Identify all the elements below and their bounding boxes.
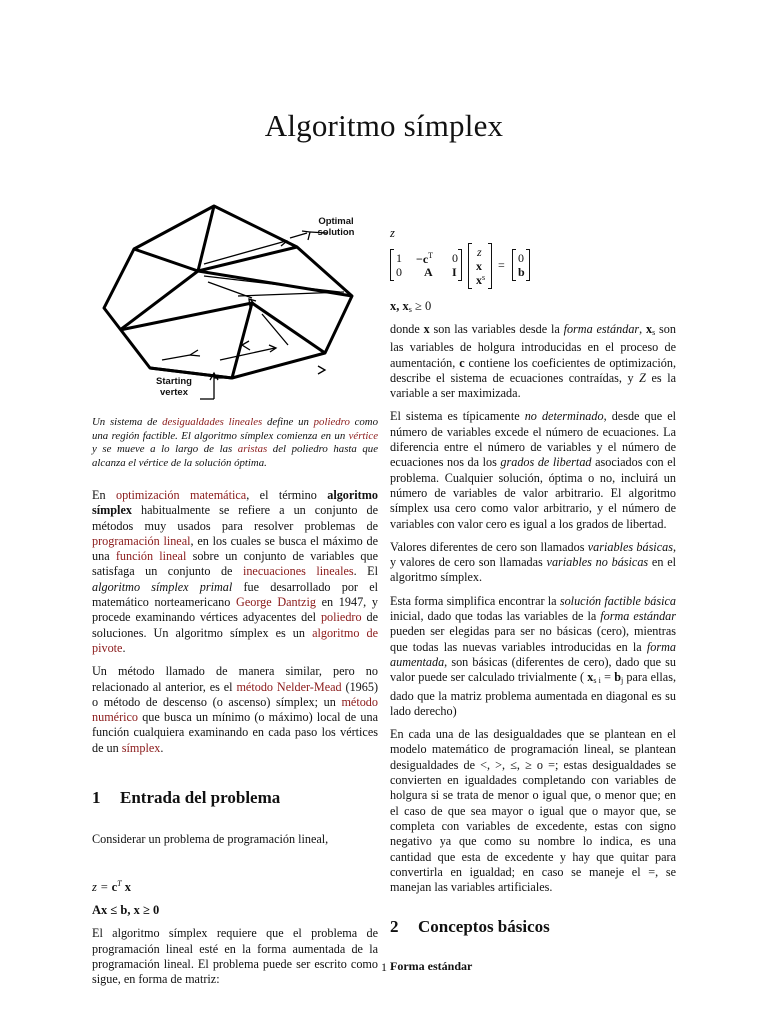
text: son las variables desde la (429, 322, 564, 336)
right-paragraph-1 (390, 322, 676, 401)
text: asociados con el problema. Cualquier solución, óptima o no, incluirá un número de variables de valor arbitrario. El algoritmo símplex usa cero como valor arbitrario, y el número de variables con valor cero es igual a los grados de libertad. (390, 455, 676, 531)
right-paragraph-4 (390, 594, 676, 719)
link-vertice[interactable]: vértice (348, 429, 378, 442)
right-paragraph-2 (390, 409, 676, 531)
text: son las variables de holgura introducidas en el proceso de aumentación, (390, 322, 676, 370)
section-1-heading (92, 788, 378, 808)
bracket (526, 249, 530, 281)
section-2-heading (390, 917, 676, 937)
constraint-equation: Ax ≤ b, x ≥ 0 (92, 903, 160, 918)
matrix-cell-text: −c (416, 252, 429, 266)
text: . (122, 640, 126, 655)
equals-sign: = (498, 258, 505, 272)
text: , y valores de cero son llamadas (390, 539, 676, 570)
text: Z (639, 370, 646, 385)
text: x (646, 322, 653, 336)
link-programacion-lineal[interactable]: programación lineal (92, 533, 191, 548)
text: para ellas, dado que la matriz problema aumentada en diagonal es su lado derecho) (390, 670, 676, 718)
text: variables básicas (587, 539, 673, 554)
right-paragraph-3 (390, 540, 676, 586)
text: , desde que el número de variables excede el número de ecuaciones. La diferencia entre el número de variables y el número de ecuaciones nos da los (390, 409, 676, 470)
caption-text: define un (262, 416, 314, 428)
text: , (639, 322, 647, 336)
text: , el término (246, 488, 328, 502)
path-arrow (220, 348, 275, 360)
text: c (459, 355, 465, 370)
intro-paragraph-1 (92, 488, 378, 656)
link-simplex[interactable]: símplex (121, 740, 161, 755)
link-poliedro[interactable]: poliedro (313, 416, 350, 428)
link-desigualdades-lineales[interactable]: desigualdades lineales (162, 416, 263, 428)
figure-caption (92, 416, 378, 470)
link-metodo-nelder-mead[interactable]: método Nelder-Mead (236, 679, 342, 694)
text: pueden ser elegidas para ser no básicas (cero), mientras que todas las nuevas variables introducidas en la (390, 624, 676, 654)
bracket (468, 243, 472, 289)
right-column (390, 226, 676, 974)
right-paragraph-5: En cada una de las desigualdades que se plantean en el modelo matemático de programación lineal, se plantean desigualdades de <, >, ≤, ≥ o =; estas desigualdades se convierten en igualdades completando con variables de holgura si se trata de menor o igual que, o menor que; en el caso de que sea mayor o igual que o mayor que, se completa con variables de excedente, estas con signo negativo ya que como su nombre lo indica, es una cantidad que esta de excedente y hay que quitar para convertirla en igualdad; en caso se maneje el =, se manejan las variables artificiales. (390, 727, 676, 895)
vector-cell (476, 273, 486, 288)
caption-text: como una región factible. El algoritmo símplex comienza en un (92, 416, 378, 442)
text: inicial, dado que todas las variables de la (390, 609, 601, 624)
eq-text: T (117, 879, 122, 889)
text: (1965) o método de descenso (o ascenso) símplex; un (92, 679, 378, 709)
eq-text: z = (92, 880, 112, 895)
text: en el algoritmo símplex. (390, 555, 676, 585)
text: sobre un conjunto de variables que satisfaga un conjunto de (92, 549, 378, 579)
text: que busca un mínimo (o máximo) local de una función cualquiera examinando en cada paso los vértices de un (92, 710, 378, 755)
text: x (423, 322, 430, 336)
text: forma estándar (563, 322, 640, 336)
link-inecuaciones-lineales[interactable]: inecuaciones lineales (242, 564, 354, 579)
section-number: 2 (390, 917, 399, 937)
eq-text: x, x (390, 299, 409, 313)
bracket (488, 243, 492, 289)
optimal-solution-label: Optimal solution (317, 216, 355, 238)
subsection-heading: Forma estándar (390, 959, 473, 974)
matrix-cell: 1 (396, 251, 402, 265)
z-label: z (390, 226, 395, 240)
subscript: s (482, 273, 486, 282)
text: En (92, 488, 116, 502)
text: en 1947, y procede examinando vértices adyacentes del (92, 595, 379, 625)
superscript: T (428, 251, 434, 260)
section-title: Entrada del problema (120, 788, 281, 808)
text: no determinado (524, 409, 604, 424)
text: Un método llamado de manera similar, pero no relacionado al anterior, es el (92, 664, 378, 694)
polyhedron-edges (134, 206, 214, 271)
text: forma estándar (600, 609, 676, 624)
nonnegativity-constraint (390, 299, 676, 314)
section-1-paragraph-1: Considerar un problema de programación lineal, (92, 832, 329, 847)
text: x (587, 670, 594, 685)
text: . El (353, 564, 378, 579)
text: donde (390, 322, 424, 336)
augmented-matrix (390, 245, 676, 293)
link-aristas[interactable]: aristas (237, 443, 268, 455)
text: grados de libertad (500, 455, 592, 470)
text: Valores diferentes de cero son llamados (390, 539, 588, 554)
vector-cell: z (477, 245, 482, 259)
link-algoritmo-de-pivote[interactable]: algoritmo de pivote (92, 625, 379, 655)
eq-text: c (111, 880, 118, 895)
eq-text: x (121, 880, 131, 895)
matrix-cell: 0 (396, 265, 402, 279)
text: variables no básicas (546, 555, 649, 570)
link-metodo-numerico[interactable]: método numérico (92, 694, 378, 725)
text: Esta forma simplifica encontrar la (390, 593, 560, 608)
path-arrow (204, 276, 340, 292)
text: habitualmente se refiere a un conjunto de métodos muy usados para resolver problemas de (92, 503, 378, 533)
text: = (600, 670, 615, 685)
matrix-cell: 0 (452, 251, 458, 265)
rhs-cell: b (518, 265, 525, 279)
page-number: 1 (381, 960, 387, 974)
text: fue desarrollado por el matemático norteamericano (92, 579, 378, 610)
section-number: 1 (92, 788, 101, 808)
link-poliedro-2[interactable]: poliedro (320, 610, 362, 625)
rhs-cell: 0 (518, 251, 524, 265)
subscript: s (408, 305, 412, 314)
caption-text: y se mueve a lo largo de las (92, 443, 238, 455)
caption-text: Un sistema de (92, 416, 163, 428)
subscript: j (620, 676, 624, 686)
matrix-cell: I (452, 265, 457, 279)
text: . (160, 740, 164, 755)
link-optimizacion-matematica[interactable]: optimización matemática (115, 488, 247, 502)
intro-paragraph-2 (92, 664, 378, 756)
section-title: Conceptos básicos (418, 917, 550, 937)
text: de soluciones. Un algoritmo símplex es un (92, 610, 378, 640)
subscript: s i (593, 676, 601, 686)
page-title: Algoritmo símplex (264, 108, 504, 143)
polyhedron-figure (92, 200, 378, 410)
term-algoritmo-primal: algoritmo símplex primal (92, 579, 233, 594)
eq-text: ≥ 0 (411, 299, 432, 313)
text: , en los cuales se busca el máximo de una (92, 533, 378, 564)
subscript: s (652, 328, 656, 337)
text: es la variable a ser maximizada. (390, 370, 677, 401)
text: El sistema es típicamente (390, 409, 525, 424)
vector-cell: x (476, 259, 482, 273)
bracket (512, 249, 516, 281)
caption-text: del poliedro hasta que alcanza el vértice de la solución óptima. (92, 443, 378, 469)
bracket (458, 249, 462, 281)
text: , son básicas (diferentes de cero), dado que su valor puede ser calculado trivialmente ( (390, 654, 676, 685)
left-column (92, 200, 378, 996)
term-algoritmo-simplex: algoritmo símplex (92, 488, 378, 518)
text: forma aumentada (390, 639, 676, 669)
bracket (390, 249, 394, 281)
matrix-cell: A (424, 265, 433, 279)
link-funcion-lineal[interactable]: función lineal (115, 549, 187, 564)
starting-vertex-label: Starting vertex (156, 376, 192, 398)
link-george-dantzig[interactable]: George Dantzig (236, 595, 316, 610)
objective-equation (92, 879, 378, 895)
text: contiene los coeficientes de optimización, describe el sistema de ecuaciones contraídas, y (390, 355, 676, 385)
text: solución factible básica (559, 593, 676, 608)
section-1-paragraph-2: El algoritmo símplex requiere que el problema de programación lineal esté en la forma aumentada de la programación lineal. El problema puede ser escrito como sigue, en forma de matriz: (92, 926, 378, 987)
vector-cell-text: x (476, 273, 482, 287)
text: b (614, 670, 621, 685)
